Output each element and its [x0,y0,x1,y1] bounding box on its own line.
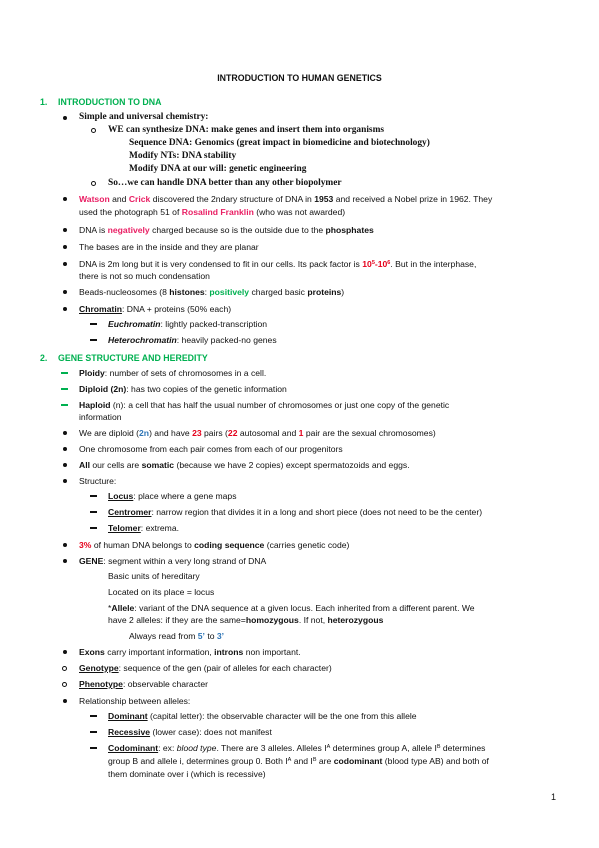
bullet-icon [63,650,67,654]
bullet-icon [63,197,67,201]
dash-bullet-icon [90,323,97,325]
list-item: Euchromatin: lightly packed-transcription [108,319,268,329]
list-item: Genotype: sequence of the gen (pair of alleles for each character) [79,663,332,673]
list-item: Haploid (n): a cell that has half the usual number of chromosomes or just one copy of the genetic [79,400,450,410]
list-item: Diploid (2n): has two copies of the genetic information [79,384,287,394]
list-item: Exons carry important information, introns non important. [79,647,301,657]
list-item: group B and allele i, determines group 0. Both $I^A$ and $I^B$ are codominant (blood type AB) and both of [108,756,489,766]
dash-bullet-icon [90,495,97,497]
list-item: Codominant: ex: blood type. There are 3 alleles. Alleles $I^A$ determines group A, allele $I^B$ determines [108,743,486,753]
list-item: Centromer: narrow region that divides it in a long and short piece (does not need to be the center) [108,507,483,517]
dash-bullet-icon [61,404,68,406]
dash-bullet-icon [90,731,97,733]
list-item: Beads-nucleosomes (8 histones: positively charged basic proteins) [79,287,345,297]
list-item: Heterochromatin: heavily packed-no genes [108,335,277,345]
list-item: The bases are in the inside and they are planar [79,242,259,252]
list-item: *Allele: variant of the DNA sequence at a given locus. Each inherited from a different parent. We [108,603,475,613]
list-item: Recessive (lower case): does not manifest [108,727,272,737]
list-item: used the photograph 51 of Rosalind Franklin (who was not awarded) [79,207,346,217]
bullet-icon [63,559,67,563]
list-item: Watson and Crick discovered the 2ndary structure of DNA in 1953 and received a Nobel prize in 1962. They [79,194,493,204]
circle-bullet-icon [62,682,67,687]
list-item: Modify DNA at our will: genetic engineering [129,164,307,174]
bullet-icon [63,228,67,232]
list-item: them dominate over i (which is recessive) [108,769,266,779]
dash-bullet-icon [90,747,97,749]
dash-bullet-icon [61,388,68,390]
list-item: have 2 alleles: if they are the same=homozygous. If not, heterozygous [108,615,384,625]
list-item: Modify NTs: DNA stability [129,151,237,161]
bullet-icon [63,290,67,294]
bullet-icon [63,479,67,483]
list-item: Simple and universal chemistry: [79,112,209,122]
list-item: One chromosome from each pair comes from each of our progenitors [79,444,343,454]
section-2-heading: 2. GENE STRUCTURE AND HEREDITY [40,353,208,363]
bullet-icon [63,307,67,311]
section-1-heading: 1. INTRODUCTION TO DNA [40,97,162,107]
list-item: Located on its place = locus [108,587,215,597]
list-item: DNA is negatively charged because so is the outside due to the phosphates [79,225,374,235]
list-item: 3% of human DNA belongs to coding sequence (carries genetic code) [79,540,350,550]
bullet-icon [63,699,67,703]
bullet-icon [63,447,67,451]
dash-bullet-icon [90,511,97,513]
bullet-icon [63,463,67,467]
list-item: Structure: [79,476,117,486]
list-item: DNA is 2m long but it is very condensed to fit in our cells. Its pack factor is $10^5-10^6$. But in the interphase, [79,259,477,269]
document-title: INTRODUCTION TO HUMAN GENETICS [217,73,382,83]
bullet-icon [63,262,67,266]
list-item: Ploidy: number of sets of chromosomes in a cell. [79,368,267,378]
list-item: Dominant (capital letter): the observable character will be the one from this allele [108,711,417,721]
dash-bullet-icon [90,527,97,529]
list-item: Sequence DNA: Genomics (great impact in biomedicine and biotechnology) [129,138,430,148]
list-item: So…we can handle DNA better than any other biopolymer [108,178,342,188]
list-item: information [79,412,122,422]
list-item: Telomer: extrema. [108,523,180,533]
page-number: 1 [551,792,557,802]
dash-bullet-icon [90,339,97,341]
list-item: there is not so much condensation [79,271,210,281]
list-item: Always read from 5’ to 3’ [129,631,225,641]
dash-bullet-icon [90,715,97,717]
circle-bullet-icon [91,181,96,186]
bullet-icon [63,116,67,120]
circle-bullet-icon [62,666,67,671]
bullet-icon [63,245,67,249]
list-item: Relationship between alleles: [79,696,191,706]
bullet-icon [63,543,67,547]
list-item: Basic units of hereditary [108,571,200,581]
list-item: Locus: place where a gene maps [108,491,237,501]
list-item: Phenotype: observable character [79,679,208,689]
dash-bullet-icon [61,372,68,374]
bullet-icon [63,431,67,435]
circle-bullet-icon [91,128,96,133]
list-item: GENE: segment within a very long strand of DNA [79,556,267,566]
list-item: WE can synthesize DNA: make genes and insert them into organisms [108,125,385,135]
list-item: We are diploid (2n) and have 23 pairs (22 autosomal and 1 pair are the sexual chromosomes) [79,428,436,438]
list-item: Chromatin: DNA + proteins (50% each) [79,304,232,314]
list-item: All our cells are somatic (because we have 2 copies) except spermatozoids and eggs. [79,460,410,470]
